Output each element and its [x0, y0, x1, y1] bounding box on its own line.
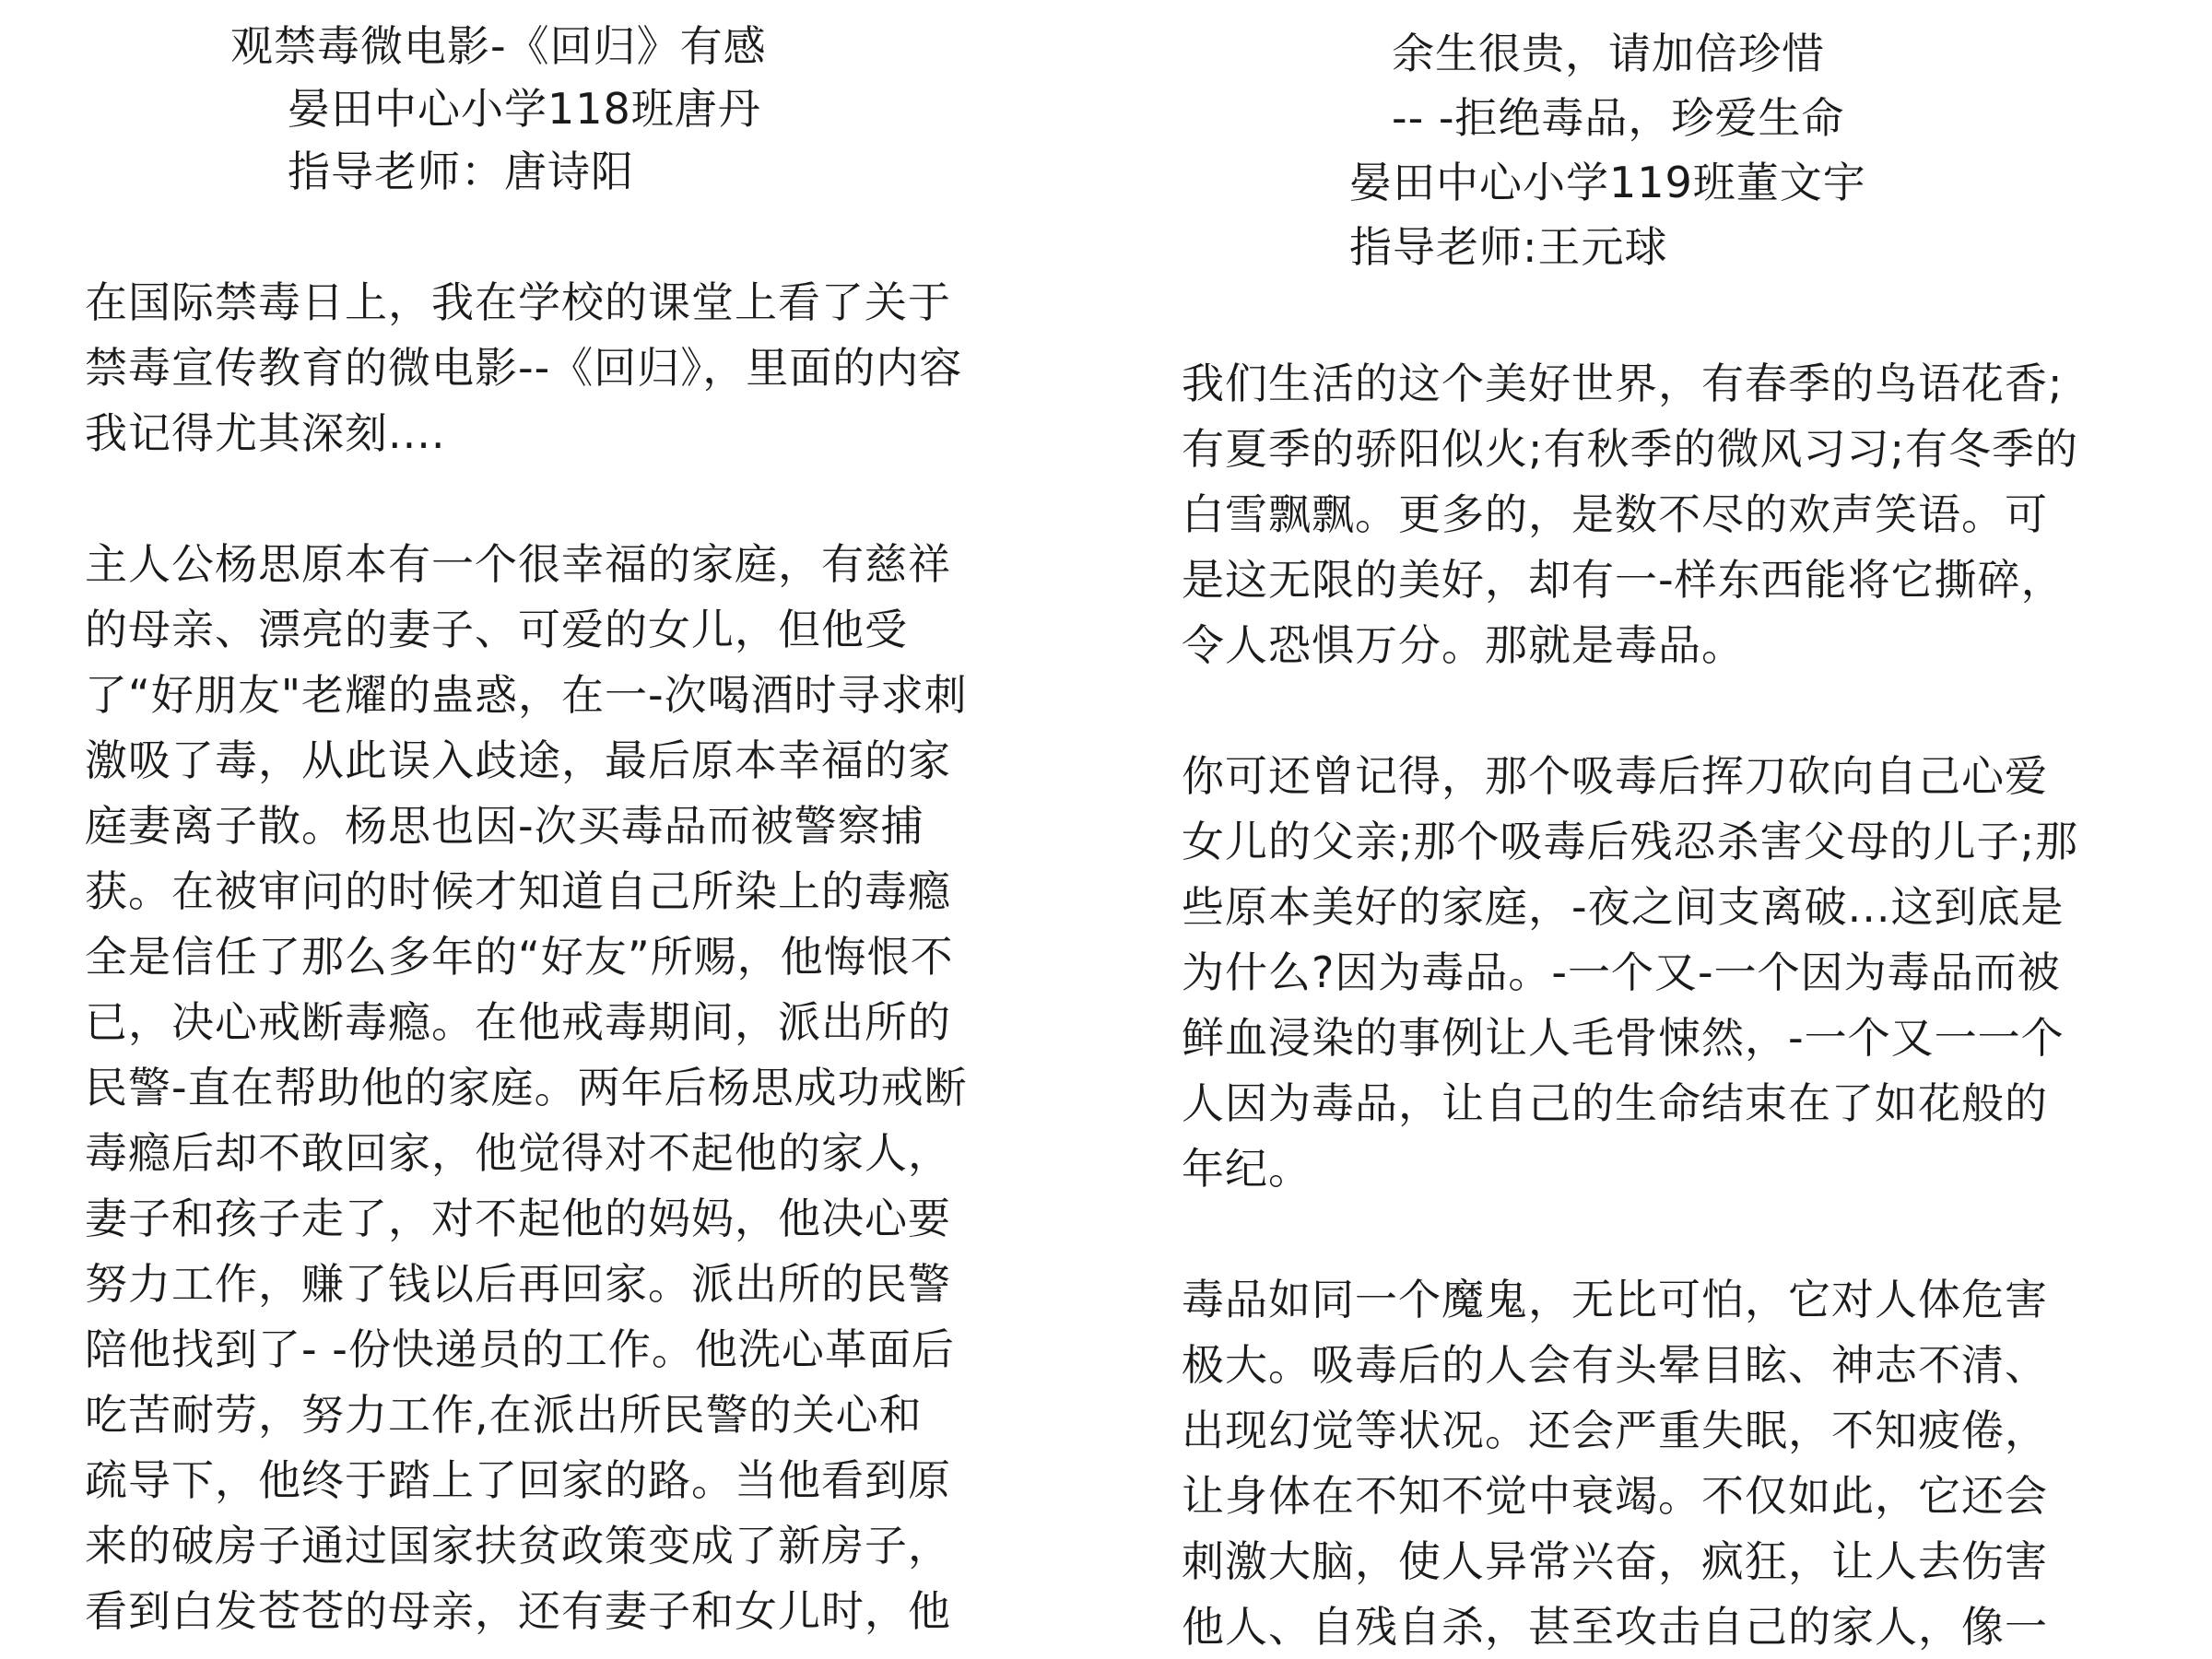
text-line: 出现幻觉等状况。还会严重失眠，不知疲倦，: [1182, 1406, 2048, 1455]
text-line: 女儿的父亲;那个吸毒后残忍杀害父母的儿子;那: [1182, 817, 2078, 866]
text-line: 庭妻离子散。杨思也因-次买毒品而被警察捕: [85, 801, 924, 851]
text-line: 鲜血浸染的事例让人毛骨悚然，-一个又一一个: [1182, 1013, 2065, 1063]
text-line: 陪他找到了- -份快递员的工作。他洗心革面后: [85, 1324, 955, 1374]
text-line: 年纪。: [1182, 1144, 1312, 1194]
text-line: 激吸了毒，从此误入歧途，最后原本幸福的家: [85, 735, 951, 785]
text-line: 看到白发苍苍的母亲，还有妻子和女儿时，他: [85, 1586, 951, 1636]
text-line: 的母亲、漂亮的妻子、可爱的女儿，但他受: [85, 605, 908, 654]
left-article-title: 观禁毒微电影-《回归》有感: [230, 21, 767, 71]
left-article: [85, 0, 1080, 1659]
text-line: 我们生活的这个美好世界，有春季的鸟语花香;: [1182, 359, 2064, 408]
text-line: 令人恐惧万分。那就是毒品。: [1182, 620, 1745, 670]
left-article-teacher: 指导老师：唐诗阳: [288, 147, 634, 196]
text-line: 获。在被审问的时候才知道自己所染上的毒瘾: [85, 866, 951, 916]
text-line: 我记得尤其深刻....: [85, 408, 446, 458]
text-line: 极大。吸毒后的人会有头晕目眩、神志不清、: [1182, 1340, 2048, 1390]
text-line: 吃苦耐劳，努力工作,在派出所民警的关心和: [85, 1390, 923, 1440]
text-line: 你可还曾记得，那个吸毒后挥刀砍向自己心爱: [1182, 751, 2048, 801]
text-line: 些原本美好的家庭，-夜之间支离破...这到底是: [1182, 882, 2065, 932]
text-line: 有夏季的骄阳似火;有秋季的微风习习;有冬季的: [1182, 424, 2078, 474]
right-article-author: 晏田中心小学119班董文宇: [1349, 158, 1866, 207]
text-line: 来的破房子通过国家扶贫政策变成了新房子，: [85, 1521, 951, 1571]
right-article-title: 余生很贵，请加倍珍惜: [1392, 29, 1825, 78]
text-line: 毒品如同一个魔鬼，无比可怕，它对人体危害: [1182, 1275, 2048, 1324]
text-line: 白雪飘飘。更多的，是数不尽的欢声笑语。可: [1182, 489, 2048, 539]
text-line: 了“好朋友"老耀的蛊惑，在一-次喝酒时寻求刺: [85, 670, 968, 720]
text-line: 民警-直在帮助他的家庭。两年后杨思成功戒断: [85, 1063, 968, 1112]
text-line: 是这无限的美好，却有一-样东西能将它撕碎，: [1182, 555, 2065, 605]
text-line: 在国际禁毒日上，我在学校的课堂上看了关于: [85, 277, 951, 327]
text-line: 禁毒宣传教育的微电影--《回归》，里面的内容: [85, 343, 963, 393]
text-line: 人因为毒品，让自己的生命结束在了如花般的: [1182, 1078, 2048, 1128]
text-line: 妻子和孩子走了，对不起他的妈妈，他决心要: [85, 1194, 951, 1243]
right-article-teacher: 指导老师:王元球: [1349, 222, 1668, 272]
left-article-author: 晏田中心小学118班唐丹: [288, 84, 761, 134]
text-line: 主人公杨思原本有一个很幸福的家庭，有慈祥: [85, 539, 951, 589]
text-line: 努力工作，赚了钱以后再回家。派出所的民警: [85, 1259, 951, 1309]
text-line: 全是信任了那么多年的“好友”所赐，他悔恨不: [85, 932, 954, 982]
text-line: 刺激大脑，使人异常兴奋，疯狂，让人去伤害: [1182, 1536, 2048, 1586]
text-line: 疏导下，他终于踏上了回家的路。当他看到原: [85, 1455, 951, 1505]
text-line: 他人、自残自杀，甚至攻击自己的家人，像一: [1182, 1602, 2048, 1652]
right-article-subtitle: -- -拒绝毒品，珍爱生命: [1392, 93, 1845, 143]
text-line: 毒瘾后却不敢回家，他觉得对不起他的家人，: [85, 1128, 951, 1178]
text-line: 为什么?因为毒品。-一个又-一个因为毒品而被: [1182, 947, 2061, 997]
right-article: [1182, 0, 2177, 1659]
text-line: 让身体在不知不觉中衰竭。不仅如此，它还会: [1182, 1471, 2048, 1521]
text-line: 已，决心戒断毒瘾。在他戒毒期间，派出所的: [85, 997, 951, 1047]
